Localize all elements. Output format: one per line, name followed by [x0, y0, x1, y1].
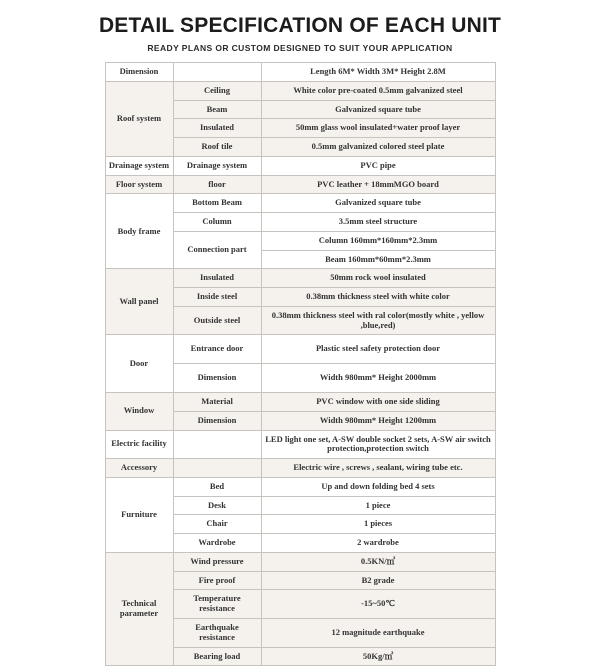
table-row: [105, 194, 495, 213]
value-cell: 50mm glass wool insulated+water proof layer: [261, 119, 495, 138]
table-row: [105, 459, 495, 478]
subcategory-cell: floor: [173, 175, 261, 194]
subcategory-cell: Chair: [173, 515, 261, 534]
category-cell: Dimension: [105, 63, 173, 82]
subcategory-cell: Desk: [173, 496, 261, 515]
subcategory-cell: Ceiling: [173, 81, 261, 100]
subcategory-cell: [173, 459, 261, 478]
page-title: DETAIL SPECIFICATION OF EACH UNIT: [98, 14, 502, 37]
table-row: [105, 430, 495, 459]
category-cell: Accessory: [105, 459, 173, 478]
table-row: [105, 81, 495, 100]
value-cell: 1 piece: [261, 496, 495, 515]
category-cell: Roof system: [105, 81, 173, 156]
value-cell: Up and down folding bed 4 sets: [261, 477, 495, 496]
table-row: [105, 156, 495, 175]
subcategory-cell: Bearing load: [173, 647, 261, 666]
subcategory-cell: Beam: [173, 100, 261, 119]
value-cell: Column 160mm*160mm*2.3mm: [261, 231, 495, 250]
spec-table-body: [105, 63, 495, 666]
value-cell: 2 wardrobe: [261, 534, 495, 553]
category-cell: Drainage system: [105, 156, 173, 175]
value-cell: White color pre-coated 0.5mm galvanized steel: [261, 81, 495, 100]
value-cell: PVC pipe: [261, 156, 495, 175]
value-cell: PVC window with one side sliding: [261, 393, 495, 412]
category-cell: Body frame: [105, 194, 173, 269]
value-cell: Width 980mm* Height 1200mm: [261, 411, 495, 430]
value-cell: 12 magnitude earthquake: [261, 618, 495, 647]
table-row: [105, 335, 495, 364]
value-cell: -15~50℃: [261, 590, 495, 619]
subcategory-cell: Outside steel: [173, 306, 261, 335]
value-cell: 3.5mm steel structure: [261, 213, 495, 232]
subcategory-cell: Insulated: [173, 119, 261, 138]
value-cell: LED light one set, A-SW double socket 2 sets, A-SW air switch protection,protection switch: [261, 430, 495, 459]
value-cell: 50Kg/㎡: [261, 647, 495, 666]
subcategory-cell: Dimension: [173, 364, 261, 393]
subcategory-cell: Entrance door: [173, 335, 261, 364]
value-cell: Width 980mm* Height 2000mm: [261, 364, 495, 393]
category-cell: Electric facility: [105, 430, 173, 459]
subcategory-cell: [173, 430, 261, 459]
subcategory-cell: Inside steel: [173, 288, 261, 307]
value-cell: 50mm rock wool insulated: [261, 269, 495, 288]
spec-table: [105, 62, 496, 666]
subcategory-cell: Bed: [173, 477, 261, 496]
value-cell: 0.38mm thickness steel with ral color(mostly white , yellow ,blue,red): [261, 306, 495, 335]
category-cell: Technical parameter: [105, 552, 173, 665]
value-cell: 0.5mm galvanized colored steel plate: [261, 138, 495, 157]
table-row: [105, 175, 495, 194]
value-cell: PVC leather + 18mmMGO board: [261, 175, 495, 194]
subcategory-cell: Connection part: [173, 231, 261, 269]
subcategory-cell: Material: [173, 393, 261, 412]
category-cell: Window: [105, 393, 173, 431]
category-cell: Floor system: [105, 175, 173, 194]
header: [0, 0, 600, 53]
subcategory-cell: [173, 63, 261, 82]
subcategory-cell: Insulated: [173, 269, 261, 288]
subcategory-cell: Bottom Beam: [173, 194, 261, 213]
table-row: [105, 477, 495, 496]
value-cell: Length 6M* Width 3M* Height 2.8M: [261, 63, 495, 82]
category-cell: Furniture: [105, 477, 173, 552]
value-cell: Galvanized square tube: [261, 194, 495, 213]
value-cell: Galvanized square tube: [261, 100, 495, 119]
table-row: [105, 63, 495, 82]
value-cell: B2 grade: [261, 571, 495, 590]
subcategory-cell: Temperature resistance: [173, 590, 261, 619]
table-row: [105, 269, 495, 288]
value-cell: 1 pieces: [261, 515, 495, 534]
value-cell: Beam 160mm*60mm*2.3mm: [261, 250, 495, 269]
category-cell: Door: [105, 335, 173, 393]
subcategory-cell: Earthquake resistance: [173, 618, 261, 647]
table-row: [105, 393, 495, 412]
subcategory-cell: Roof tile: [173, 138, 261, 157]
subcategory-cell: Drainage system: [173, 156, 261, 175]
subcategory-cell: Wind pressure: [173, 552, 261, 571]
page-subtitle: READY PLANS OR CUSTOM DESIGNED TO SUIT YOUR APPLICATION: [147, 43, 453, 53]
subcategory-cell: Column: [173, 213, 261, 232]
value-cell: 0.38mm thickness steel with white color: [261, 288, 495, 307]
table-row: [105, 552, 495, 571]
subcategory-cell: Dimension: [173, 411, 261, 430]
subcategory-cell: Wardrobe: [173, 534, 261, 553]
value-cell: Plastic steel safety protection door: [261, 335, 495, 364]
category-cell: Wall panel: [105, 269, 173, 335]
value-cell: 0.5KN/㎡: [261, 552, 495, 571]
value-cell: Electric wire , screws , sealant, wiring tube etc.: [261, 459, 495, 478]
subcategory-cell: Fire proof: [173, 571, 261, 590]
